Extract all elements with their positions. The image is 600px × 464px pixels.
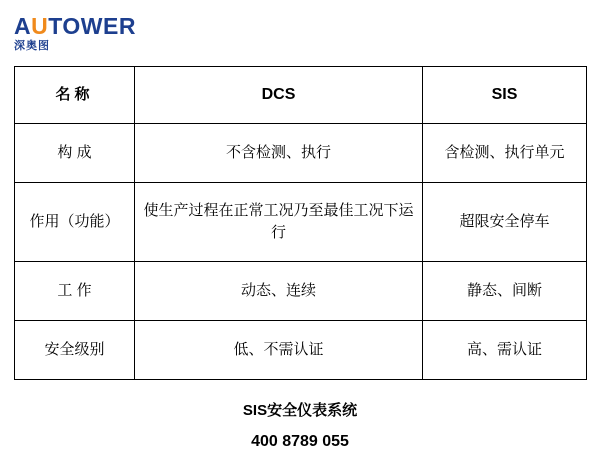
table-row: [15, 321, 587, 380]
footer-title: SIS安全仪表系统: [242, 402, 358, 419]
logo-wordmark: [14, 14, 144, 38]
column-header-dcs: DCS: [135, 67, 423, 124]
logo-letters-tower: TOWER: [48, 13, 136, 39]
cell-dcs-safety-level: 低、不需认证: [135, 321, 423, 380]
table-row: [15, 183, 587, 262]
dcs-sis-comparison-table: [14, 66, 587, 380]
cell-dcs-composition: 不含检测、执行: [135, 124, 423, 183]
cell-sis-safety-level: 高、需认证: [423, 321, 587, 380]
column-header-name: 名称: [15, 67, 135, 124]
footer: [0, 398, 600, 456]
row-label-composition: 构 成: [15, 124, 135, 183]
autower-logo: [14, 14, 144, 58]
logo-chinese-name: 深奥图: [14, 40, 50, 52]
cell-sis-operation: 静态、间断: [423, 262, 587, 321]
row-label-function: 作用（功能）: [15, 183, 135, 262]
cell-dcs-function: 使生产过程在正常工况乃至最佳工况下运行: [135, 183, 423, 262]
row-label-safety-level: 安全级别: [15, 321, 135, 380]
table-row: [15, 262, 587, 321]
comparison-table-wrapper: [14, 66, 586, 380]
footer-phone: 400 8789 055: [251, 433, 349, 450]
logo-letter-u: U: [31, 13, 49, 39]
column-header-sis: SIS: [423, 67, 587, 124]
cell-sis-composition: 含检测、执行单元: [423, 124, 587, 183]
cell-dcs-operation: 动态、连续: [135, 262, 423, 321]
table-row: [15, 124, 587, 183]
logo-letter-a: A: [14, 13, 32, 39]
table-header-row: [15, 67, 587, 124]
cell-sis-function: 超限安全停车: [423, 183, 587, 262]
row-label-operation: 工 作: [15, 262, 135, 321]
